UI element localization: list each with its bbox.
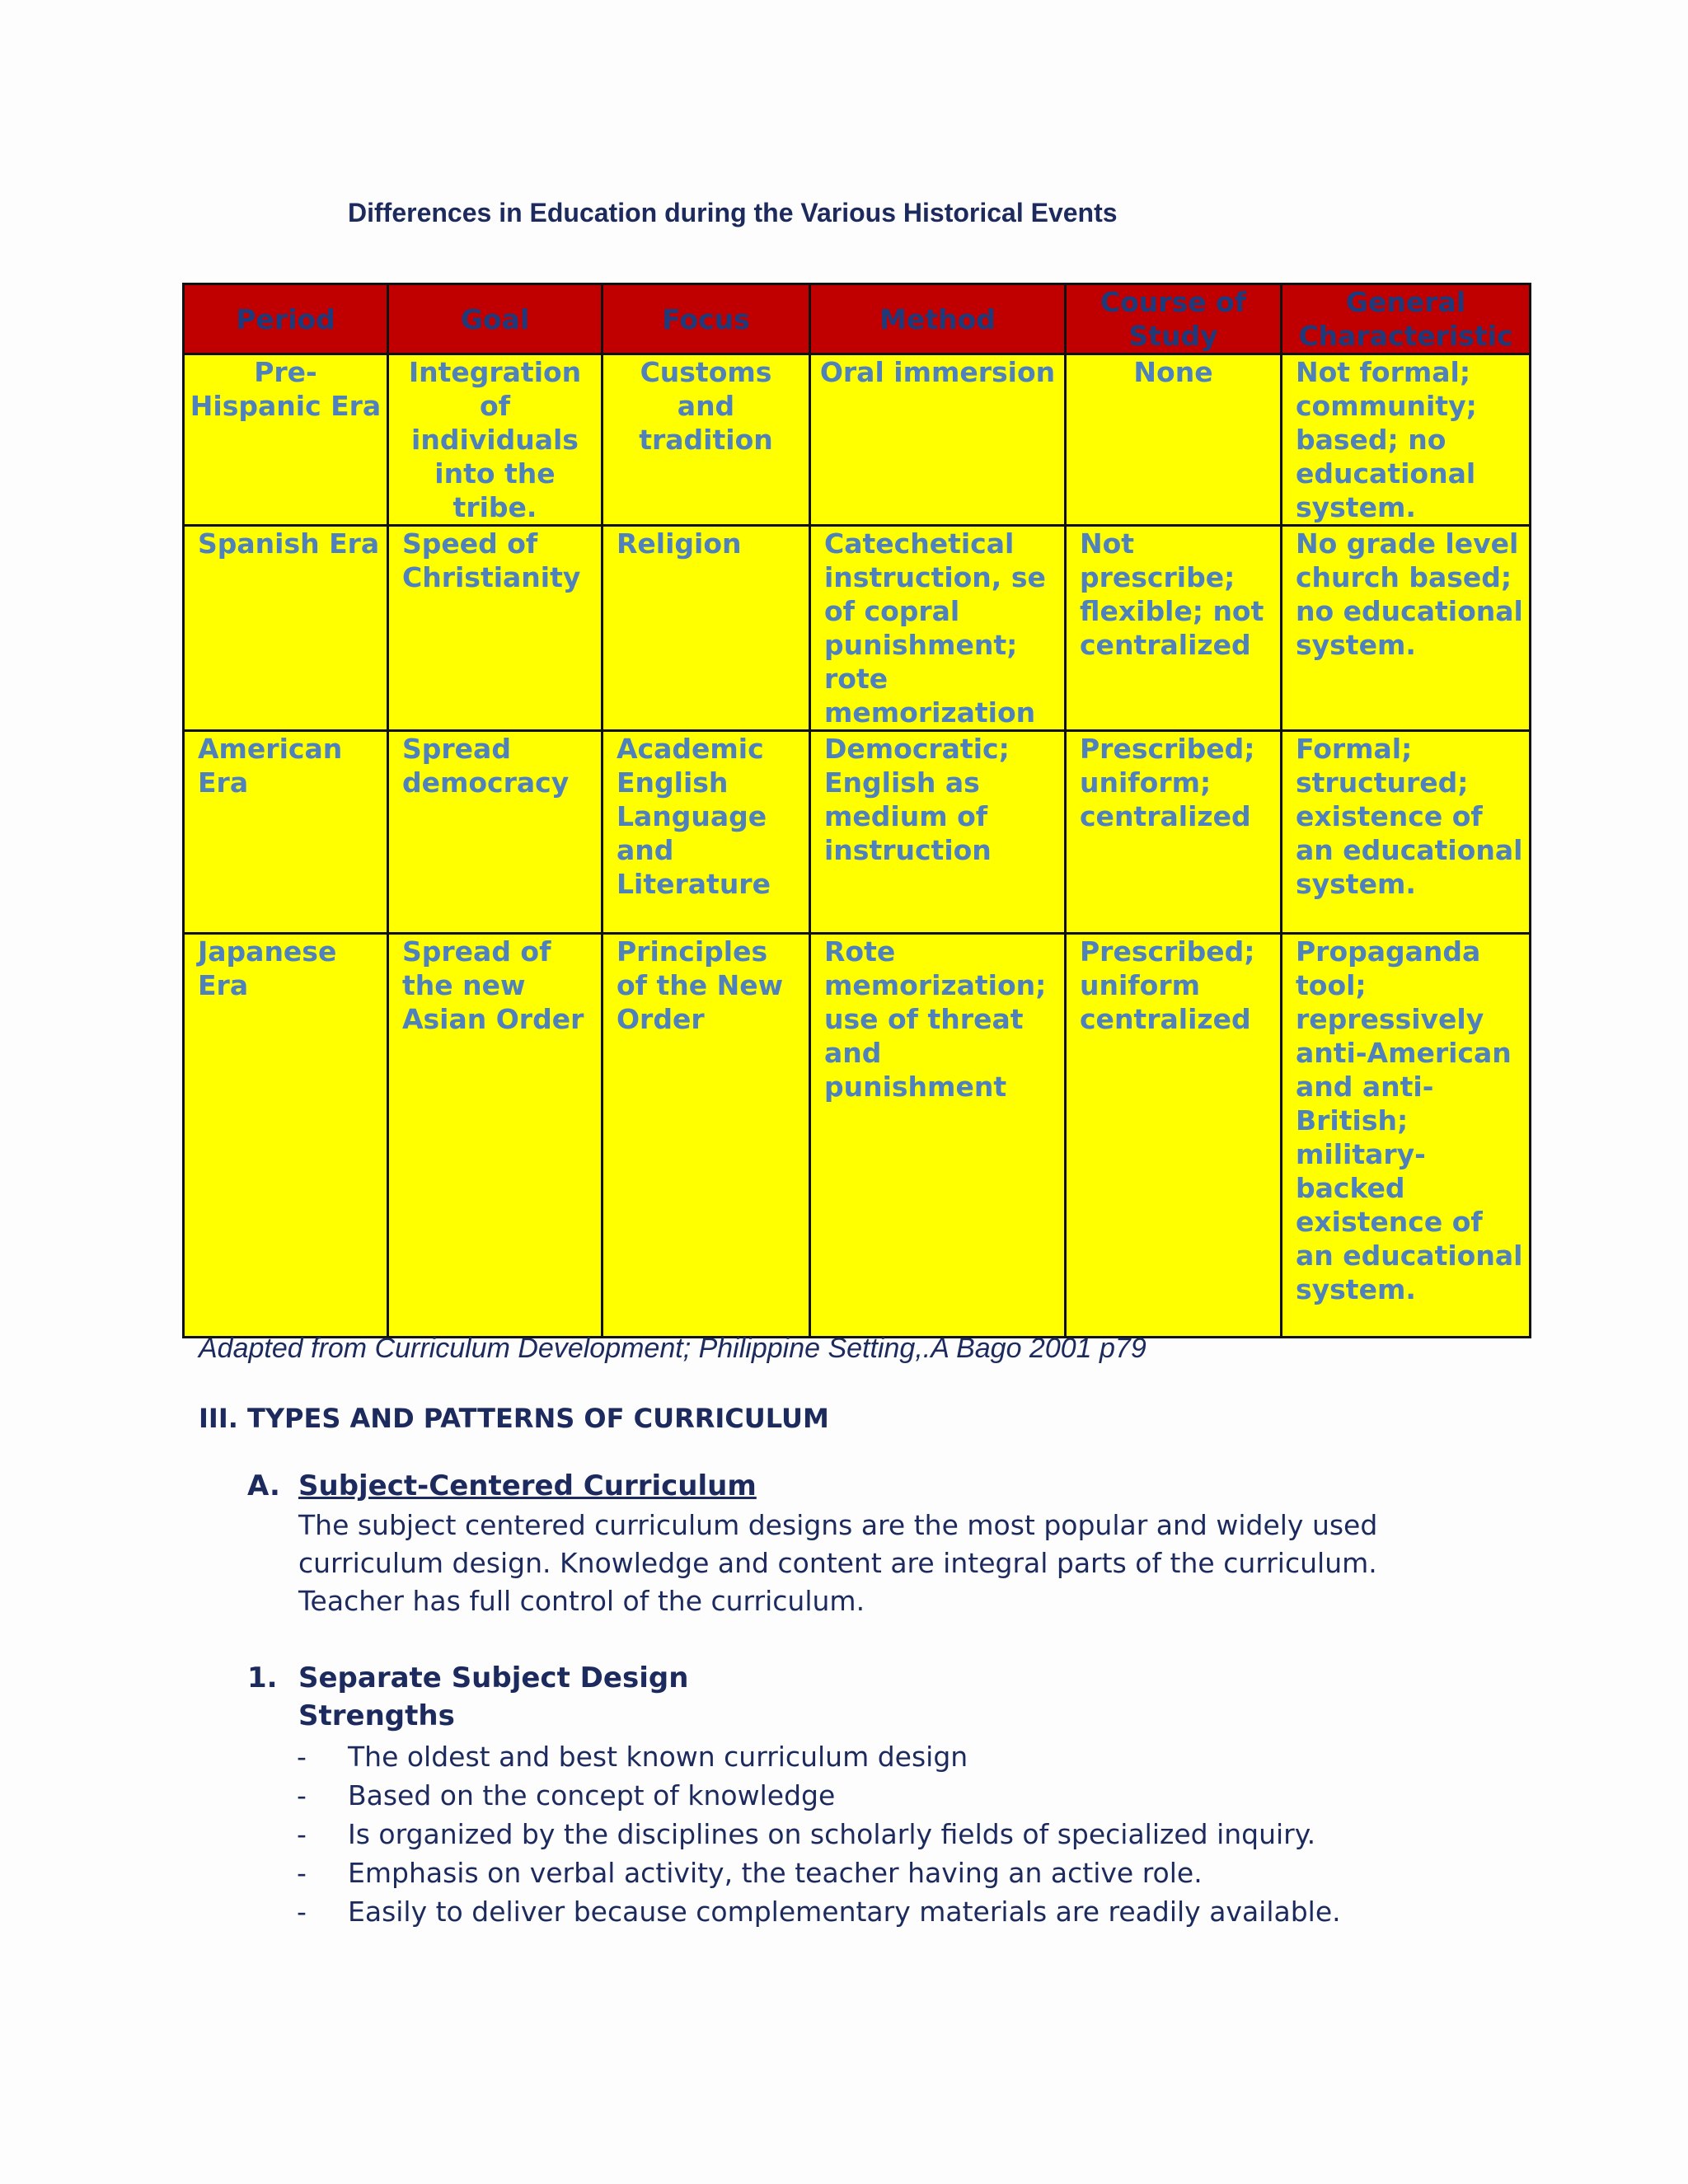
header-focus: Focus <box>603 284 810 354</box>
bullet-dash: - <box>297 1779 307 1811</box>
bullet-dash: - <box>297 1741 307 1773</box>
table-cell: Not prescribe; flexible; not centralized <box>1066 526 1282 731</box>
table-cell: Principles of the New Order <box>603 934 810 1338</box>
subsection-a-paragraph <box>298 1507 1493 1620</box>
table-cell: Japanese Era <box>184 934 388 1338</box>
table-cell: None <box>1066 354 1282 526</box>
table-row <box>184 526 1531 731</box>
table-cell: Spread of the new Asian Order <box>388 934 603 1338</box>
paragraph-line: The subject centered curriculum designs are the most popular and widely used <box>298 1509 1378 1541</box>
list-item <box>297 1737 1341 1776</box>
table-cell: American Era <box>184 731 388 934</box>
list-item <box>297 1854 1341 1892</box>
subsection-marker: 1. <box>247 1661 278 1694</box>
document-title: Differences in Education during the Various Historical Events <box>348 198 1118 227</box>
paragraph-line: curriculum design. Knowledge and content are integral parts of the curriculum. <box>298 1547 1377 1579</box>
section-heading: III. TYPES AND PATTERNS OF CURRICULUM <box>199 1403 829 1434</box>
header-period: Period <box>184 284 388 354</box>
subsection-title: Subject-Centered Curriculum <box>298 1469 757 1502</box>
education-history-table <box>182 283 1531 1338</box>
list-item-text: The oldest and best known curriculum design <box>348 1741 968 1773</box>
subsection-title: Separate Subject Design <box>298 1661 689 1694</box>
table-cell: Prescribed; uniform centralized <box>1066 934 1282 1338</box>
list-item-text: Emphasis on verbal activity, the teacher having an active role. <box>348 1857 1203 1889</box>
table-citation: Adapted from Curriculum Development; Philippine Setting,.A Bago 2001 p79 <box>199 1333 1146 1364</box>
header-goal: Goal <box>388 284 603 354</box>
table-cell: Democratic; English as medium of instruction <box>810 731 1066 934</box>
table-cell: Spread democracy <box>388 731 603 934</box>
table-cell: Catechetical instruction, se of copral punishment; rote memorization <box>810 526 1066 731</box>
list-item <box>297 1776 1341 1815</box>
list-item <box>297 1892 1341 1931</box>
table-cell: No grade level church based; no educational system. <box>1282 526 1531 731</box>
table-header-row <box>184 284 1531 354</box>
header-general-characteristic: General Characteristic <box>1282 284 1531 354</box>
table-row <box>184 934 1531 1338</box>
list-item-text: Is organized by the disciplines on scholarly fields of specialized inquiry. <box>348 1818 1316 1850</box>
strengths-label: Strengths <box>298 1699 455 1732</box>
table-cell: Oral immersion <box>810 354 1066 526</box>
strengths-list <box>297 1737 1341 1931</box>
header-method: Method <box>810 284 1066 354</box>
bullet-dash: - <box>297 1857 307 1889</box>
paragraph-line: Teacher has full control of the curriculum. <box>298 1585 865 1617</box>
table-cell: Integration of individuals into the tribe. <box>388 354 603 526</box>
table-row <box>184 354 1531 526</box>
table-cell: Not formal; community; based; no educational system. <box>1282 354 1531 526</box>
table-cell: Customs and tradition <box>603 354 810 526</box>
list-item-text: Based on the concept of knowledge <box>348 1779 836 1811</box>
table-cell: Rote memorization; use of threat and punishment <box>810 934 1066 1338</box>
table-cell: Spanish Era <box>184 526 388 731</box>
table-cell: Formal; structured; existence of an educational system. <box>1282 731 1531 934</box>
list-item <box>297 1815 1341 1854</box>
table-cell: Pre-Hispanic Era <box>184 354 388 526</box>
table-cell: Religion <box>603 526 810 731</box>
subsection-marker: A. <box>247 1469 280 1502</box>
table-cell: Academic English Language and Literature <box>603 731 810 934</box>
table-row <box>184 731 1531 934</box>
table-cell: Prescribed; uniform; centralized <box>1066 731 1282 934</box>
subsection-a-heading <box>247 1469 757 1502</box>
table-cell: Speed of Christianity <box>388 526 603 731</box>
bullet-dash: - <box>297 1818 307 1850</box>
subsection-1-heading <box>247 1661 688 1694</box>
header-course-of-study: Course of Study <box>1066 284 1282 354</box>
list-item-text: Easily to deliver because complementary materials are readily available. <box>348 1896 1341 1928</box>
bullet-dash: - <box>297 1896 307 1928</box>
table-cell: Propaganda tool; repressively anti-American and anti-British; military-backed existence of an educational system. <box>1282 934 1531 1338</box>
